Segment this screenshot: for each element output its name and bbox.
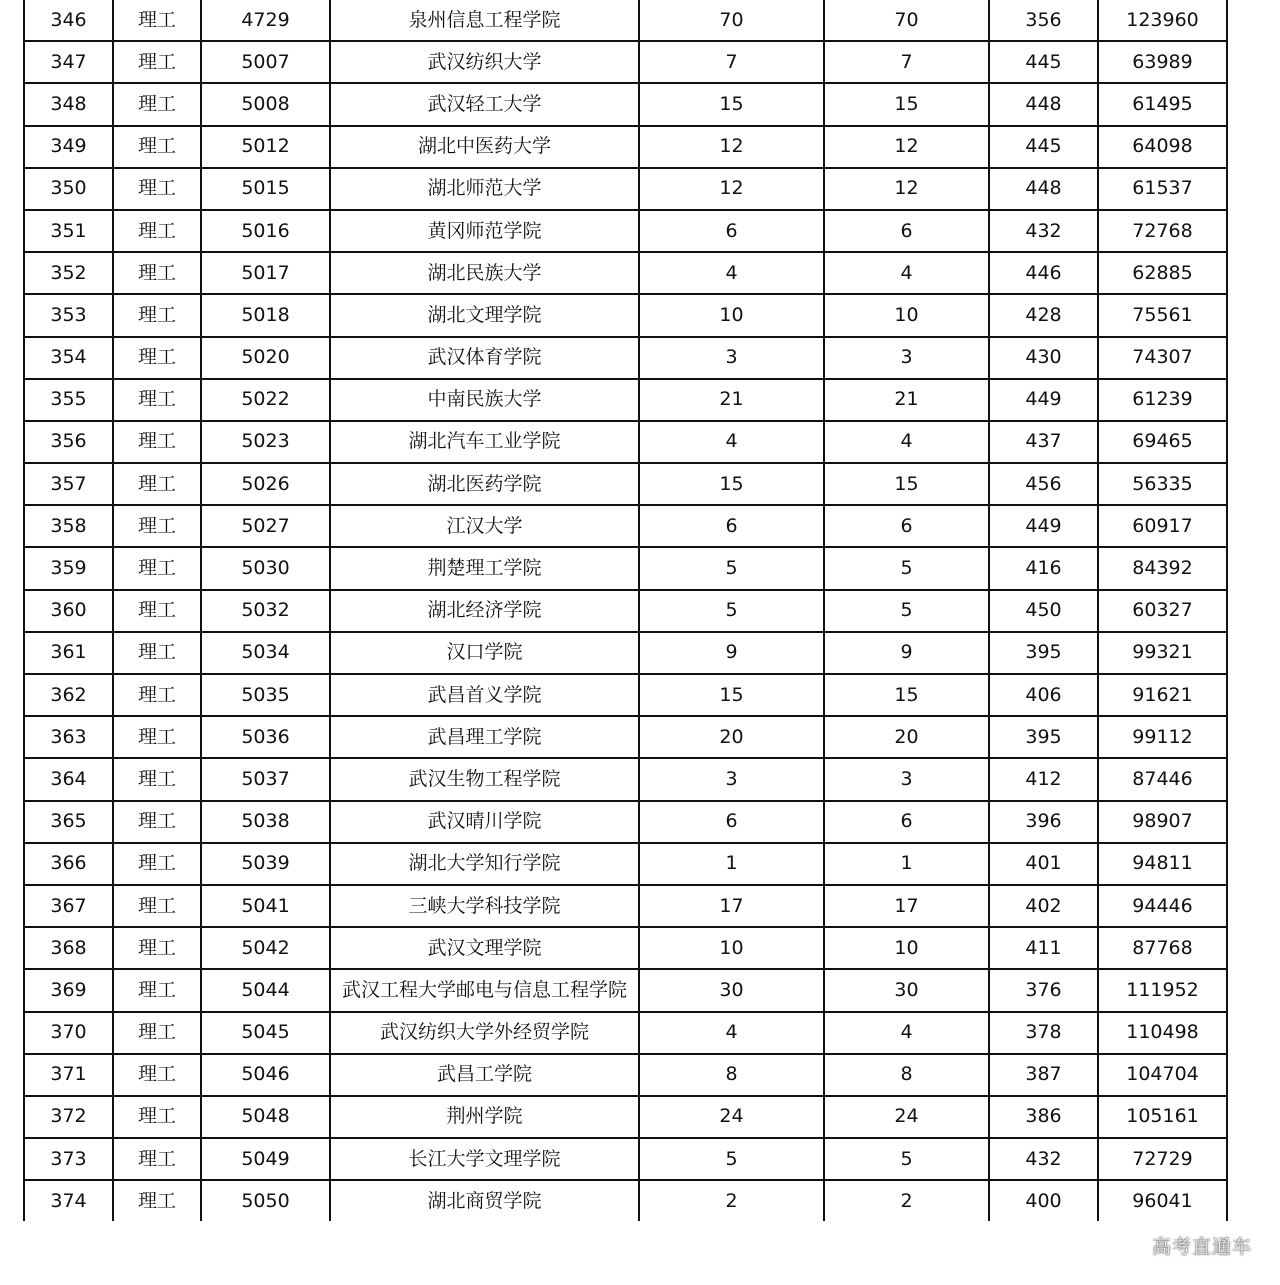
- admitted-count-cell: 4: [824, 1012, 989, 1054]
- admitted-count-cell: 15: [824, 674, 989, 716]
- min-rank-cell: 63989: [1098, 41, 1227, 83]
- min-rank-cell: 60327: [1098, 590, 1227, 632]
- admitted-count-cell: 17: [824, 885, 989, 927]
- min-score-cell: 449: [989, 379, 1098, 421]
- school-name-cell: 长江大学文理学院: [330, 1138, 639, 1180]
- min-rank-cell: 99321: [1098, 632, 1227, 674]
- row-index-cell: 357: [24, 463, 113, 505]
- school-name-cell: 泉州信息工程学院: [330, 0, 639, 41]
- school-name-cell: 武汉纺织大学: [330, 41, 639, 83]
- school-code-cell: 5015: [201, 168, 330, 210]
- school-code-cell: 5012: [201, 126, 330, 168]
- min-score-cell: 448: [989, 83, 1098, 125]
- school-name-cell: 荆楚理工学院: [330, 547, 639, 589]
- min-score-cell: 376: [989, 969, 1098, 1011]
- school-name-cell: 武昌理工学院: [330, 716, 639, 758]
- school-name-cell: 黄冈师范学院: [330, 210, 639, 252]
- school-name-cell: 湖北大学知行学院: [330, 843, 639, 885]
- table-row: [24, 337, 1227, 379]
- plan-count-cell: 15: [639, 83, 824, 125]
- min-rank-cell: 56335: [1098, 463, 1227, 505]
- table-row: [24, 41, 1227, 83]
- min-rank-cell: 105161: [1098, 1096, 1227, 1138]
- school-code-cell: 5044: [201, 969, 330, 1011]
- school-name-cell: 武汉纺织大学外经贸学院: [330, 1012, 639, 1054]
- admitted-count-cell: 5: [824, 1138, 989, 1180]
- table-row: [24, 590, 1227, 632]
- school-code-cell: 5048: [201, 1096, 330, 1138]
- min-score-cell: 406: [989, 674, 1098, 716]
- admitted-count-cell: 30: [824, 969, 989, 1011]
- school-code-cell: 5041: [201, 885, 330, 927]
- category-cell: 理工: [113, 379, 201, 421]
- category-cell: 理工: [113, 1012, 201, 1054]
- row-index-cell: 370: [24, 1012, 113, 1054]
- plan-count-cell: 6: [639, 801, 824, 843]
- row-index-cell: 367: [24, 885, 113, 927]
- plan-count-cell: 1: [639, 843, 824, 885]
- school-code-cell: 5020: [201, 337, 330, 379]
- min-rank-cell: 72729: [1098, 1138, 1227, 1180]
- min-score-cell: 437: [989, 421, 1098, 463]
- min-score-cell: 430: [989, 337, 1098, 379]
- min-score-cell: 416: [989, 547, 1098, 589]
- school-name-cell: 湖北文理学院: [330, 294, 639, 336]
- min-rank-cell: 99112: [1098, 716, 1227, 758]
- school-name-cell: 湖北经济学院: [330, 590, 639, 632]
- school-code-cell: 5035: [201, 674, 330, 716]
- plan-count-cell: 2: [639, 1180, 824, 1221]
- plan-count-cell: 6: [639, 505, 824, 547]
- school-code-cell: 5036: [201, 716, 330, 758]
- plan-count-cell: 24: [639, 1096, 824, 1138]
- category-cell: 理工: [113, 674, 201, 716]
- min-score-cell: 428: [989, 294, 1098, 336]
- school-name-cell: 武汉文理学院: [330, 927, 639, 969]
- min-score-cell: 449: [989, 505, 1098, 547]
- school-name-cell: 武汉生物工程学院: [330, 758, 639, 800]
- category-cell: 理工: [113, 590, 201, 632]
- min-score-cell: 395: [989, 632, 1098, 674]
- plan-count-cell: 17: [639, 885, 824, 927]
- table-row: [24, 969, 1227, 1011]
- row-index-cell: 348: [24, 83, 113, 125]
- row-index-cell: 373: [24, 1138, 113, 1180]
- category-cell: 理工: [113, 83, 201, 125]
- table-row: [24, 252, 1227, 294]
- min-rank-cell: 72768: [1098, 210, 1227, 252]
- min-rank-cell: 104704: [1098, 1054, 1227, 1096]
- min-score-cell: 400: [989, 1180, 1098, 1221]
- admitted-count-cell: 12: [824, 168, 989, 210]
- category-cell: 理工: [113, 1054, 201, 1096]
- plan-count-cell: 21: [639, 379, 824, 421]
- row-index-cell: 356: [24, 421, 113, 463]
- category-cell: 理工: [113, 843, 201, 885]
- admitted-count-cell: 70: [824, 0, 989, 41]
- school-name-cell: 汉口学院: [330, 632, 639, 674]
- admitted-count-cell: 1: [824, 843, 989, 885]
- category-cell: 理工: [113, 126, 201, 168]
- plan-count-cell: 70: [639, 0, 824, 41]
- min-score-cell: 412: [989, 758, 1098, 800]
- row-index-cell: 364: [24, 758, 113, 800]
- category-cell: 理工: [113, 337, 201, 379]
- min-score-cell: 395: [989, 716, 1098, 758]
- min-rank-cell: 60917: [1098, 505, 1227, 547]
- row-index-cell: 355: [24, 379, 113, 421]
- admitted-count-cell: 6: [824, 210, 989, 252]
- row-index-cell: 363: [24, 716, 113, 758]
- min-score-cell: 396: [989, 801, 1098, 843]
- category-cell: 理工: [113, 252, 201, 294]
- category-cell: 理工: [113, 632, 201, 674]
- table-row: [24, 1012, 1227, 1054]
- row-index-cell: 360: [24, 590, 113, 632]
- admitted-count-cell: 5: [824, 547, 989, 589]
- row-index-cell: 361: [24, 632, 113, 674]
- row-index-cell: 369: [24, 969, 113, 1011]
- min-score-cell: 401: [989, 843, 1098, 885]
- school-code-cell: 5008: [201, 83, 330, 125]
- min-rank-cell: 87446: [1098, 758, 1227, 800]
- table-row: [24, 547, 1227, 589]
- table-row: [24, 505, 1227, 547]
- plan-count-cell: 9: [639, 632, 824, 674]
- admitted-count-cell: 21: [824, 379, 989, 421]
- min-rank-cell: 123960: [1098, 0, 1227, 41]
- school-name-cell: 江汉大学: [330, 505, 639, 547]
- school-code-cell: 5026: [201, 463, 330, 505]
- table-row: [24, 463, 1227, 505]
- admitted-count-cell: 6: [824, 801, 989, 843]
- min-rank-cell: 87768: [1098, 927, 1227, 969]
- category-cell: 理工: [113, 885, 201, 927]
- watermark: 高考直通车: [1151, 1236, 1252, 1258]
- school-name-cell: 武昌首义学院: [330, 674, 639, 716]
- min-score-cell: 411: [989, 927, 1098, 969]
- plan-count-cell: 12: [639, 126, 824, 168]
- row-index-cell: 354: [24, 337, 113, 379]
- category-cell: 理工: [113, 1180, 201, 1221]
- row-index-cell: 368: [24, 927, 113, 969]
- min-rank-cell: 94446: [1098, 885, 1227, 927]
- category-cell: 理工: [113, 758, 201, 800]
- min-score-cell: 448: [989, 168, 1098, 210]
- table-row: [24, 1180, 1227, 1221]
- category-cell: 理工: [113, 716, 201, 758]
- category-cell: 理工: [113, 41, 201, 83]
- min-rank-cell: 91621: [1098, 674, 1227, 716]
- school-name-cell: 武汉体育学院: [330, 337, 639, 379]
- school-code-cell: 5032: [201, 590, 330, 632]
- plan-count-cell: 15: [639, 463, 824, 505]
- min-rank-cell: 94811: [1098, 843, 1227, 885]
- plan-count-cell: 5: [639, 590, 824, 632]
- min-score-cell: 402: [989, 885, 1098, 927]
- school-code-cell: 5038: [201, 801, 330, 843]
- school-name-cell: 湖北中医药大学: [330, 126, 639, 168]
- school-name-cell: 湖北师范大学: [330, 168, 639, 210]
- table-row: [24, 1138, 1227, 1180]
- min-rank-cell: 75561: [1098, 294, 1227, 336]
- row-index-cell: 346: [24, 0, 113, 41]
- category-cell: 理工: [113, 801, 201, 843]
- school-code-cell: 5016: [201, 210, 330, 252]
- category-cell: 理工: [113, 168, 201, 210]
- school-code-cell: 5034: [201, 632, 330, 674]
- min-rank-cell: 98907: [1098, 801, 1227, 843]
- min-rank-cell: 110498: [1098, 1012, 1227, 1054]
- min-rank-cell: 61239: [1098, 379, 1227, 421]
- table-row: [24, 1096, 1227, 1138]
- admitted-count-cell: 12: [824, 126, 989, 168]
- category-cell: 理工: [113, 1138, 201, 1180]
- table-row: [24, 126, 1227, 168]
- category-cell: 理工: [113, 927, 201, 969]
- school-code-cell: 5018: [201, 294, 330, 336]
- school-code-cell: 5030: [201, 547, 330, 589]
- table-row: [24, 758, 1227, 800]
- min-rank-cell: 64098: [1098, 126, 1227, 168]
- row-index-cell: 359: [24, 547, 113, 589]
- plan-count-cell: 6: [639, 210, 824, 252]
- category-cell: 理工: [113, 0, 201, 41]
- min-score-cell: 445: [989, 126, 1098, 168]
- row-index-cell: 366: [24, 843, 113, 885]
- min-score-cell: 432: [989, 210, 1098, 252]
- min-rank-cell: 61537: [1098, 168, 1227, 210]
- admitted-count-cell: 7: [824, 41, 989, 83]
- min-score-cell: 446: [989, 252, 1098, 294]
- min-rank-cell: 69465: [1098, 421, 1227, 463]
- min-score-cell: 386: [989, 1096, 1098, 1138]
- min-score-cell: 445: [989, 41, 1098, 83]
- table-row: [24, 674, 1227, 716]
- row-index-cell: 351: [24, 210, 113, 252]
- category-cell: 理工: [113, 1096, 201, 1138]
- plan-count-cell: 10: [639, 927, 824, 969]
- school-name-cell: 中南民族大学: [330, 379, 639, 421]
- min-rank-cell: 111952: [1098, 969, 1227, 1011]
- plan-count-cell: 4: [639, 421, 824, 463]
- admitted-count-cell: 20: [824, 716, 989, 758]
- table-row: [24, 0, 1227, 41]
- school-code-cell: 5042: [201, 927, 330, 969]
- school-code-cell: 5022: [201, 379, 330, 421]
- school-name-cell: 武汉晴川学院: [330, 801, 639, 843]
- row-index-cell: 347: [24, 41, 113, 83]
- school-code-cell: 5027: [201, 505, 330, 547]
- school-code-cell: 5037: [201, 758, 330, 800]
- plan-count-cell: 20: [639, 716, 824, 758]
- min-rank-cell: 74307: [1098, 337, 1227, 379]
- school-name-cell: 湖北汽车工业学院: [330, 421, 639, 463]
- admitted-count-cell: 10: [824, 294, 989, 336]
- school-code-cell: 5017: [201, 252, 330, 294]
- category-cell: 理工: [113, 463, 201, 505]
- school-code-cell: 5039: [201, 843, 330, 885]
- table-body: [24, 0, 1227, 1221]
- category-cell: 理工: [113, 210, 201, 252]
- school-code-cell: 5050: [201, 1180, 330, 1221]
- plan-count-cell: 10: [639, 294, 824, 336]
- admitted-count-cell: 15: [824, 463, 989, 505]
- row-index-cell: 374: [24, 1180, 113, 1221]
- admitted-count-cell: 3: [824, 758, 989, 800]
- row-index-cell: 372: [24, 1096, 113, 1138]
- category-cell: 理工: [113, 505, 201, 547]
- row-index-cell: 362: [24, 674, 113, 716]
- category-cell: 理工: [113, 969, 201, 1011]
- row-index-cell: 353: [24, 294, 113, 336]
- table-row: [24, 885, 1227, 927]
- plan-count-cell: 7: [639, 41, 824, 83]
- row-index-cell: 358: [24, 505, 113, 547]
- table-row: [24, 843, 1227, 885]
- row-index-cell: 365: [24, 801, 113, 843]
- plan-count-cell: 4: [639, 1012, 824, 1054]
- plan-count-cell: 3: [639, 758, 824, 800]
- school-code-cell: 4729: [201, 0, 330, 41]
- admitted-count-cell: 24: [824, 1096, 989, 1138]
- school-code-cell: 5046: [201, 1054, 330, 1096]
- school-code-cell: 5007: [201, 41, 330, 83]
- school-name-cell: 湖北民族大学: [330, 252, 639, 294]
- table-row: [24, 379, 1227, 421]
- row-index-cell: 349: [24, 126, 113, 168]
- row-index-cell: 371: [24, 1054, 113, 1096]
- table-row: [24, 927, 1227, 969]
- admitted-count-cell: 5: [824, 590, 989, 632]
- category-cell: 理工: [113, 421, 201, 463]
- min-rank-cell: 62885: [1098, 252, 1227, 294]
- plan-count-cell: 5: [639, 1138, 824, 1180]
- category-cell: 理工: [113, 547, 201, 589]
- plan-count-cell: 3: [639, 337, 824, 379]
- min-score-cell: 387: [989, 1054, 1098, 1096]
- school-name-cell: 武昌工学院: [330, 1054, 639, 1096]
- min-score-cell: 378: [989, 1012, 1098, 1054]
- admitted-count-cell: 10: [824, 927, 989, 969]
- plan-count-cell: 5: [639, 547, 824, 589]
- table-row: [24, 632, 1227, 674]
- table-row: [24, 716, 1227, 758]
- min-score-cell: 456: [989, 463, 1098, 505]
- plan-count-cell: 30: [639, 969, 824, 1011]
- admitted-count-cell: 2: [824, 1180, 989, 1221]
- admitted-count-cell: 15: [824, 83, 989, 125]
- school-name-cell: 武汉工程大学邮电与信息工程学院: [330, 969, 639, 1011]
- school-name-cell: 荆州学院: [330, 1096, 639, 1138]
- school-code-cell: 5045: [201, 1012, 330, 1054]
- table-row: [24, 210, 1227, 252]
- table-row: [24, 421, 1227, 463]
- min-rank-cell: 96041: [1098, 1180, 1227, 1221]
- plan-count-cell: 15: [639, 674, 824, 716]
- table-row: [24, 294, 1227, 336]
- school-code-cell: 5049: [201, 1138, 330, 1180]
- table-row: [24, 83, 1227, 125]
- table-row: [24, 801, 1227, 843]
- school-name-cell: 武汉轻工大学: [330, 83, 639, 125]
- min-rank-cell: 84392: [1098, 547, 1227, 589]
- plan-count-cell: 12: [639, 168, 824, 210]
- admitted-count-cell: 4: [824, 421, 989, 463]
- table-row: [24, 168, 1227, 210]
- admissions-table: [23, 0, 1228, 1221]
- admitted-count-cell: 3: [824, 337, 989, 379]
- school-code-cell: 5023: [201, 421, 330, 463]
- row-index-cell: 352: [24, 252, 113, 294]
- table-row: [24, 1054, 1227, 1096]
- min-score-cell: 356: [989, 0, 1098, 41]
- admitted-count-cell: 4: [824, 252, 989, 294]
- school-name-cell: 湖北医药学院: [330, 463, 639, 505]
- row-index-cell: 350: [24, 168, 113, 210]
- admitted-count-cell: 8: [824, 1054, 989, 1096]
- category-cell: 理工: [113, 294, 201, 336]
- school-name-cell: 三峡大学科技学院: [330, 885, 639, 927]
- plan-count-cell: 8: [639, 1054, 824, 1096]
- school-name-cell: 湖北商贸学院: [330, 1180, 639, 1221]
- min-rank-cell: 61495: [1098, 83, 1227, 125]
- plan-count-cell: 4: [639, 252, 824, 294]
- min-score-cell: 432: [989, 1138, 1098, 1180]
- admitted-count-cell: 9: [824, 632, 989, 674]
- admitted-count-cell: 6: [824, 505, 989, 547]
- min-score-cell: 450: [989, 590, 1098, 632]
